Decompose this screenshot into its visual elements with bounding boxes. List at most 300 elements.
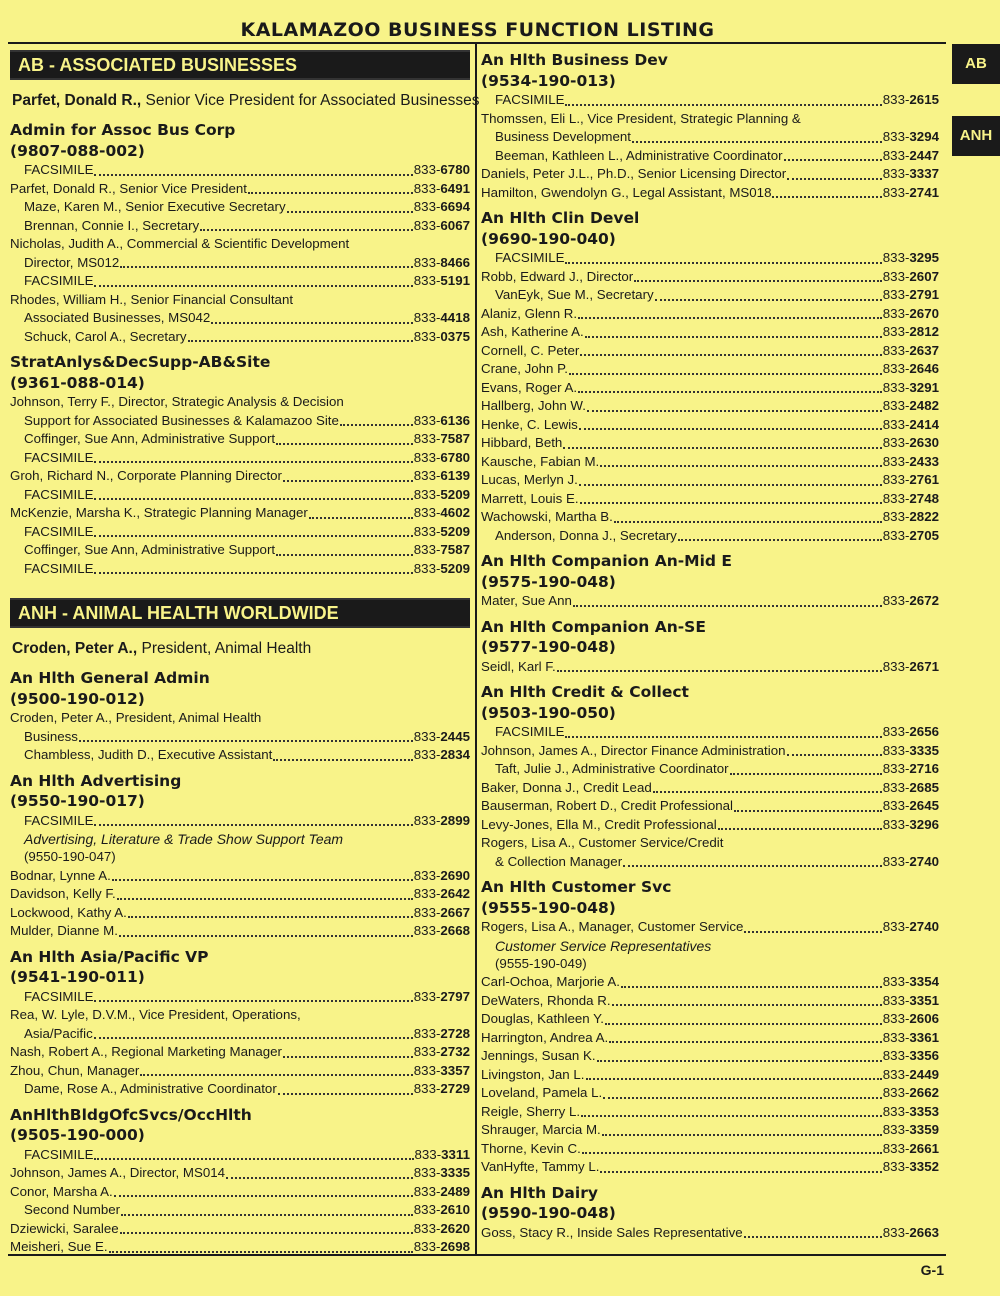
- dot-leader: [557, 670, 882, 672]
- phone-number[interactable]: [414, 812, 470, 831]
- phone-number[interactable]: [883, 490, 939, 509]
- phone-prefix: 833-: [882, 779, 910, 795]
- dot-leader: [94, 461, 412, 463]
- phone-prefix: 833-: [882, 129, 910, 144]
- phone-prefix: 833-: [413, 449, 441, 465]
- dot-leader: [309, 517, 413, 519]
- entry-name: FACSIMILE: [24, 523, 94, 539]
- dot-leader: [94, 174, 412, 176]
- section-anhlth-bldg-ofc-svcs: [10, 1105, 470, 1257]
- directory-entry: [10, 467, 470, 486]
- phone-number[interactable]: [414, 867, 470, 886]
- phone-prefix: 833-: [882, 416, 910, 432]
- phone-extension: 2698: [440, 1239, 470, 1254]
- section-admin-assoc-bus-corp: [10, 120, 470, 346]
- phone-number[interactable]: [414, 746, 470, 765]
- section-an-hlth-clin-devel: [481, 208, 939, 545]
- phone-number[interactable]: [414, 198, 470, 217]
- phone-number[interactable]: [883, 434, 939, 453]
- directory-entry: [10, 1062, 470, 1081]
- phone-extension: 8466: [440, 254, 470, 270]
- phone-extension: 3361: [909, 1029, 939, 1045]
- directory-entry: [10, 1025, 470, 1044]
- phone-number[interactable]: [883, 508, 939, 527]
- phone-prefix: 833-: [882, 992, 910, 1008]
- phone-prefix: 833-: [882, 853, 910, 869]
- bottom-rule: [8, 1254, 946, 1256]
- phone-number[interactable]: [414, 430, 470, 449]
- entry-name: Schuck, Carol A., Secretary: [24, 328, 187, 344]
- entry-name: FACSIMILE: [24, 988, 94, 1004]
- phone-number[interactable]: [414, 541, 470, 560]
- section-title: An Hlth Advertising: [10, 771, 182, 790]
- column-divider: [475, 44, 477, 1254]
- division-bar-anh: ANH - ANIMAL HEALTH WORLDWIDE: [10, 598, 470, 628]
- entry-name: Henke, C. Lewis: [481, 416, 578, 432]
- phone-number[interactable]: [883, 323, 939, 342]
- index-tab-anh[interactable]: ANH: [952, 116, 1000, 156]
- phone-extension: 2671: [909, 658, 939, 674]
- phone-number[interactable]: [883, 760, 939, 779]
- page-title: KALAMAZOO BUSINESS FUNCTION LISTING: [240, 19, 715, 41]
- dot-leader: [579, 428, 882, 430]
- phone-number[interactable]: [414, 486, 470, 505]
- dot-leader: [580, 354, 881, 356]
- phone-number[interactable]: [414, 560, 470, 579]
- left-column: [10, 48, 480, 1257]
- entry-name: Parfet, Donald R., Senior Vice President: [10, 180, 248, 196]
- phone-extension: 2414: [909, 416, 939, 432]
- dot-leader: [283, 480, 413, 482]
- phone-prefix: 833-: [882, 184, 910, 200]
- phone-extension: 2645: [909, 798, 939, 813]
- phone-number[interactable]: [883, 305, 939, 324]
- directory-entry: [10, 328, 470, 347]
- phone-extension: 2449: [909, 1066, 939, 1082]
- phone-prefix: 833-: [882, 1103, 910, 1119]
- phone-extension: 2729: [440, 1081, 470, 1096]
- phone-extension: 2740: [909, 919, 939, 934]
- phone-number[interactable]: [414, 412, 470, 431]
- directory-entry: [10, 1043, 470, 1062]
- phone-extension: 2606: [909, 1011, 939, 1026]
- directory-entry: [481, 508, 939, 527]
- phone-prefix: 833-: [414, 1146, 442, 1162]
- directory-entry: [481, 797, 939, 816]
- phone-prefix: 833-: [413, 904, 441, 920]
- phone-extension: 2662: [909, 1085, 939, 1100]
- phone-extension: 2445: [440, 728, 470, 744]
- phone-extension: 2670: [909, 305, 939, 321]
- dot-leader: [94, 1037, 413, 1039]
- directory-entry: [10, 541, 470, 560]
- phone-prefix: 833-: [882, 593, 910, 608]
- section-title: An Hlth Asia/Pacific VP: [10, 947, 209, 966]
- entry-name: Douglas, Kathleen Y.: [481, 1011, 604, 1026]
- directory-entry: [10, 812, 470, 831]
- phone-extension: 3359: [909, 1122, 939, 1137]
- directory-entry: [10, 904, 470, 923]
- section-title: StratAnlys&DecSupp-AB&Site: [10, 353, 271, 371]
- entry-name: Hamilton, Gwendolyn G., Legal Assistant, MS018: [481, 184, 772, 200]
- phone-prefix: 833-: [413, 468, 441, 483]
- directory-entry: [481, 342, 939, 361]
- entry-name: Zhou, Chun, Manager: [10, 1062, 140, 1078]
- directory-entry: [10, 309, 470, 328]
- phone-prefix: 833-: [413, 728, 441, 744]
- phone-extension: 2656: [909, 724, 939, 739]
- phone-number[interactable]: [883, 268, 939, 287]
- section-code: (9361-088-014): [10, 373, 145, 392]
- section-code: (9541-190-011): [10, 968, 145, 986]
- phone-prefix: 833-: [413, 162, 441, 177]
- phone-extension: 6139: [440, 468, 470, 483]
- entry-name: Meisheri, Sue E.: [10, 1239, 108, 1254]
- entry-name: Hallberg, John W.: [481, 398, 586, 413]
- entry-text: (9555-190-049): [495, 955, 587, 971]
- phone-number[interactable]: [414, 523, 470, 542]
- entry-name: Maze, Karen M., Senior Executive Secretary: [24, 199, 286, 214]
- phone-extension: 2672: [909, 593, 939, 608]
- index-tabs: [952, 44, 1000, 188]
- phone-number[interactable]: [883, 379, 939, 398]
- phone-number[interactable]: [414, 1201, 470, 1220]
- top-rule: [8, 42, 946, 44]
- directory-entry: [10, 449, 470, 468]
- directory-entry: [481, 91, 939, 110]
- section-title: An Hlth Clin Devel: [481, 209, 640, 227]
- phone-prefix: 833-: [413, 180, 441, 196]
- phone-number[interactable]: [883, 453, 939, 472]
- entry-name: Baker, Donna J., Credit Lead: [481, 779, 652, 795]
- dot-leader: [276, 443, 413, 445]
- phone-number[interactable]: [883, 816, 939, 835]
- dot-leader: [94, 1000, 412, 1002]
- phone-number[interactable]: [883, 658, 939, 677]
- directory-entry: [481, 760, 939, 779]
- division-executive-anh: [12, 640, 470, 658]
- phone-prefix: 833-: [413, 217, 441, 233]
- dot-leader: [569, 373, 882, 375]
- phone-number[interactable]: [414, 1025, 470, 1044]
- phone-extension: 2642: [440, 886, 470, 901]
- section-title: An Hlth Business Dev: [481, 51, 668, 69]
- phone-number[interactable]: [883, 286, 939, 305]
- directory-entry: [481, 305, 939, 324]
- phone-number[interactable]: [883, 1084, 939, 1103]
- phone-prefix: 833-: [882, 816, 910, 832]
- section-code: (9575-190-048): [481, 572, 616, 591]
- directory-entry: [481, 286, 939, 305]
- dot-leader: [188, 340, 413, 342]
- phone-number[interactable]: [883, 1121, 939, 1140]
- phone-prefix: 833-: [413, 1025, 441, 1041]
- directory-entry: [481, 397, 939, 416]
- phone-number[interactable]: [883, 1224, 939, 1243]
- entry-name: Marrett, Louis E.: [481, 490, 579, 506]
- dot-leader: [340, 424, 413, 426]
- entry-name: Coffinger, Sue Ann, Administrative Support: [24, 542, 276, 557]
- phone-extension: 3311: [441, 1146, 470, 1162]
- section-title: An Hlth Dairy: [481, 1183, 598, 1202]
- phone-extension: 2630: [909, 435, 939, 450]
- phone-number[interactable]: [414, 1062, 470, 1081]
- entry-name: McKenzie, Marsha K., Strategic Planning Manager: [10, 505, 308, 520]
- section-code: (9505-190-000): [10, 1126, 145, 1144]
- dot-leader: [744, 1236, 882, 1238]
- section-an-hlth-customer-svc: [481, 877, 939, 1177]
- phone-extension: 3295: [909, 250, 939, 265]
- directory-entry: [481, 1047, 939, 1066]
- entry-text: Rhodes, William H., Senior Financial Consultant: [10, 291, 294, 307]
- dot-leader: [772, 196, 881, 198]
- dot-leader: [109, 1251, 413, 1253]
- phone-extension: 2482: [909, 398, 939, 413]
- directory-entry: [10, 728, 470, 747]
- phone-extension: 0375: [440, 328, 470, 344]
- entry-name: Bodnar, Lynne A.: [10, 867, 111, 883]
- section-code: (9550-190-017): [10, 792, 145, 810]
- directory-entry: [481, 992, 939, 1011]
- directory-entry: [10, 412, 470, 431]
- section-stratanlys-decsupp: [10, 352, 470, 578]
- phone-prefix: 833-: [413, 254, 441, 270]
- section-an-hlth-asia-pacific-vp: [10, 947, 470, 1099]
- entry-name: Business: [24, 728, 78, 744]
- phone-number[interactable]: [414, 180, 470, 199]
- phone-extension: 2705: [909, 527, 939, 543]
- entry-name: Robb, Edward J., Director: [481, 268, 634, 284]
- entry-name: Hibbard, Beth: [481, 435, 563, 450]
- phone-number[interactable]: [883, 973, 939, 992]
- entry-name: FACSIMILE: [24, 486, 94, 502]
- phone-number[interactable]: [883, 184, 939, 203]
- directory-entry: [481, 416, 939, 435]
- phone-number[interactable]: [883, 397, 939, 416]
- phone-prefix: 833-: [882, 1011, 910, 1026]
- phone-number[interactable]: [883, 91, 939, 110]
- phone-number[interactable]: [414, 254, 470, 273]
- phone-extension: 2690: [440, 867, 470, 883]
- directory-entry: [481, 268, 939, 287]
- phone-prefix: 833-: [413, 273, 441, 288]
- directory-entry: [481, 453, 939, 472]
- dot-leader: [278, 1093, 413, 1095]
- section-an-hlth-credit-collect: [481, 682, 939, 871]
- phone-extension: 6780: [440, 449, 470, 465]
- phone-prefix: 833-: [882, 453, 910, 469]
- dot-leader: [120, 266, 412, 268]
- executive-title: President, Animal Health: [137, 640, 312, 657]
- phone-number[interactable]: [414, 272, 470, 291]
- entry-name: Alaniz, Glenn R.: [481, 305, 578, 321]
- directory-entry: [10, 504, 470, 523]
- phone-number[interactable]: [883, 527, 939, 546]
- dot-leader: [585, 336, 882, 338]
- entry-name: Crane, John P.: [481, 361, 568, 376]
- phone-number[interactable]: [883, 1029, 939, 1048]
- phone-number[interactable]: [414, 161, 470, 180]
- page-number: G-1: [920, 1262, 944, 1278]
- dot-leader: [273, 759, 412, 761]
- phone-number[interactable]: [883, 1047, 939, 1066]
- phone-extension: 2663: [909, 1224, 939, 1240]
- entry-name: FACSIMILE: [24, 449, 94, 465]
- directory-entry: [10, 1201, 470, 1220]
- phone-number[interactable]: [883, 853, 939, 872]
- phone-number[interactable]: [414, 885, 470, 904]
- entry-text: Rea, W. Lyle, D.V.M., Vice President, Operations,: [10, 1007, 301, 1022]
- dot-leader: [586, 1078, 882, 1080]
- directory-entry: [481, 471, 939, 490]
- directory-entry: [481, 434, 939, 453]
- phone-number[interactable]: [414, 1183, 470, 1202]
- dot-leader: [117, 898, 413, 900]
- phone-number[interactable]: [414, 1080, 470, 1099]
- phone-extension: 5191: [440, 273, 470, 288]
- entry-name: FACSIMILE: [24, 273, 94, 288]
- phone-number[interactable]: [883, 147, 939, 166]
- dot-leader: [653, 791, 882, 793]
- phone-number[interactable]: [883, 360, 939, 379]
- dot-leader: [94, 535, 412, 537]
- section-code: (9534-190-013): [481, 71, 616, 90]
- directory-entry: [10, 746, 470, 765]
- dot-leader: [579, 484, 882, 486]
- phone-number[interactable]: [883, 249, 939, 268]
- index-tab-ab[interactable]: AB: [952, 44, 1000, 84]
- phone-number[interactable]: [883, 723, 939, 742]
- phone-number[interactable]: [883, 1010, 939, 1029]
- directory-entry: [481, 1084, 939, 1103]
- phone-number[interactable]: [883, 165, 939, 184]
- phone-number[interactable]: [414, 1043, 470, 1062]
- phone-number[interactable]: [883, 128, 939, 147]
- section-title: An Hlth Companion An-Mid E: [481, 552, 732, 570]
- directory-entry: [10, 988, 470, 1007]
- entry-name: Brennan, Connie I., Secretary: [24, 217, 200, 233]
- phone-number[interactable]: [883, 992, 939, 1011]
- phone-extension: 3291: [909, 379, 939, 395]
- directory-entry: [10, 1146, 470, 1165]
- phone-number[interactable]: [414, 1164, 470, 1183]
- dot-leader: [587, 410, 882, 412]
- directory-entry: [481, 1029, 939, 1048]
- phone-extension: 2716: [909, 761, 939, 776]
- phone-number[interactable]: [883, 742, 939, 761]
- phone-prefix: 833-: [413, 505, 441, 520]
- phone-number[interactable]: [414, 922, 470, 941]
- directory-entry: [481, 184, 939, 203]
- phone-number[interactable]: [883, 1066, 939, 1085]
- phone-number[interactable]: [883, 416, 939, 435]
- phone-number[interactable]: [883, 592, 939, 611]
- phone-number[interactable]: [883, 471, 939, 490]
- dot-leader: [128, 916, 413, 918]
- phone-number[interactable]: [414, 217, 470, 236]
- phone-number[interactable]: [883, 1140, 939, 1159]
- directory-entry: [10, 560, 470, 579]
- phone-extension: 2797: [440, 988, 470, 1004]
- phone-number[interactable]: [883, 779, 939, 798]
- phone-extension: 3352: [909, 1159, 939, 1174]
- phone-extension: 3357: [440, 1062, 470, 1078]
- dot-leader: [623, 865, 882, 867]
- phone-prefix: 833-: [882, 324, 910, 339]
- executive-title: Senior Vice President for Associated Businesses: [141, 92, 480, 109]
- directory-entry: [10, 180, 470, 199]
- phone-extension: 3351: [909, 992, 939, 1008]
- directory-entry: [10, 272, 470, 291]
- dot-leader: [287, 211, 413, 213]
- phone-number[interactable]: [414, 504, 470, 523]
- directory-entry: [10, 198, 470, 217]
- dot-leader: [578, 391, 882, 393]
- phone-extension: 3356: [909, 1048, 939, 1063]
- phone-extension: 5209: [440, 486, 470, 502]
- phone-prefix: 833-: [413, 560, 441, 576]
- phone-prefix: 833-: [413, 542, 441, 557]
- phone-number[interactable]: [414, 328, 470, 347]
- phone-number[interactable]: [883, 797, 939, 816]
- phone-number[interactable]: [414, 728, 470, 747]
- phone-extension: 7587: [440, 431, 470, 446]
- phone-number[interactable]: [883, 1103, 939, 1122]
- phone-extension: 2615: [909, 92, 939, 107]
- phone-number[interactable]: [883, 1158, 939, 1177]
- phone-extension: 6067: [440, 217, 470, 233]
- directory-entry: [481, 816, 939, 835]
- phone-extension: 2834: [440, 747, 470, 762]
- phone-number[interactable]: [414, 904, 470, 923]
- phone-prefix: 833-: [413, 1202, 441, 1217]
- phone-prefix: 833-: [882, 472, 910, 487]
- phone-number[interactable]: [415, 1146, 470, 1165]
- directory-entry: [10, 1183, 470, 1202]
- phone-number[interactable]: [414, 449, 470, 468]
- dot-leader: [94, 285, 412, 287]
- phone-extension: 2791: [909, 287, 939, 302]
- directory-entry: [481, 1158, 939, 1177]
- phone-number[interactable]: [414, 1220, 470, 1239]
- phone-number[interactable]: [414, 988, 470, 1007]
- phone-prefix: 833-: [413, 1220, 441, 1236]
- dot-leader: [565, 104, 881, 106]
- phone-number[interactable]: [414, 467, 470, 486]
- dot-leader: [200, 229, 413, 231]
- right-column: [481, 48, 939, 1242]
- dot-leader: [120, 1232, 413, 1234]
- phone-number[interactable]: [883, 342, 939, 361]
- directory-entry: [481, 360, 939, 379]
- entry-name: Cornell, C. Peter: [481, 342, 580, 358]
- phone-extension: 4602: [440, 505, 470, 520]
- phone-number[interactable]: [414, 309, 470, 328]
- dot-leader: [605, 1023, 882, 1025]
- entry-name: Chambless, Judith D., Executive Assistant: [24, 747, 273, 762]
- phone-extension: 5209: [440, 560, 470, 576]
- phone-prefix: 833-: [413, 747, 441, 762]
- phone-prefix: 833-: [882, 974, 910, 989]
- entry-name: Harrington, Andrea A.: [481, 1029, 609, 1045]
- phone-number[interactable]: [883, 918, 939, 937]
- phone-extension: 2620: [440, 1220, 470, 1236]
- entry-name: Seidl, Karl F.: [481, 658, 556, 674]
- phone-extension: 6491: [440, 180, 470, 196]
- phone-prefix: 833-: [882, 250, 910, 265]
- entry-name: Evans, Roger A.: [481, 379, 578, 395]
- directory-entry: [10, 1220, 470, 1239]
